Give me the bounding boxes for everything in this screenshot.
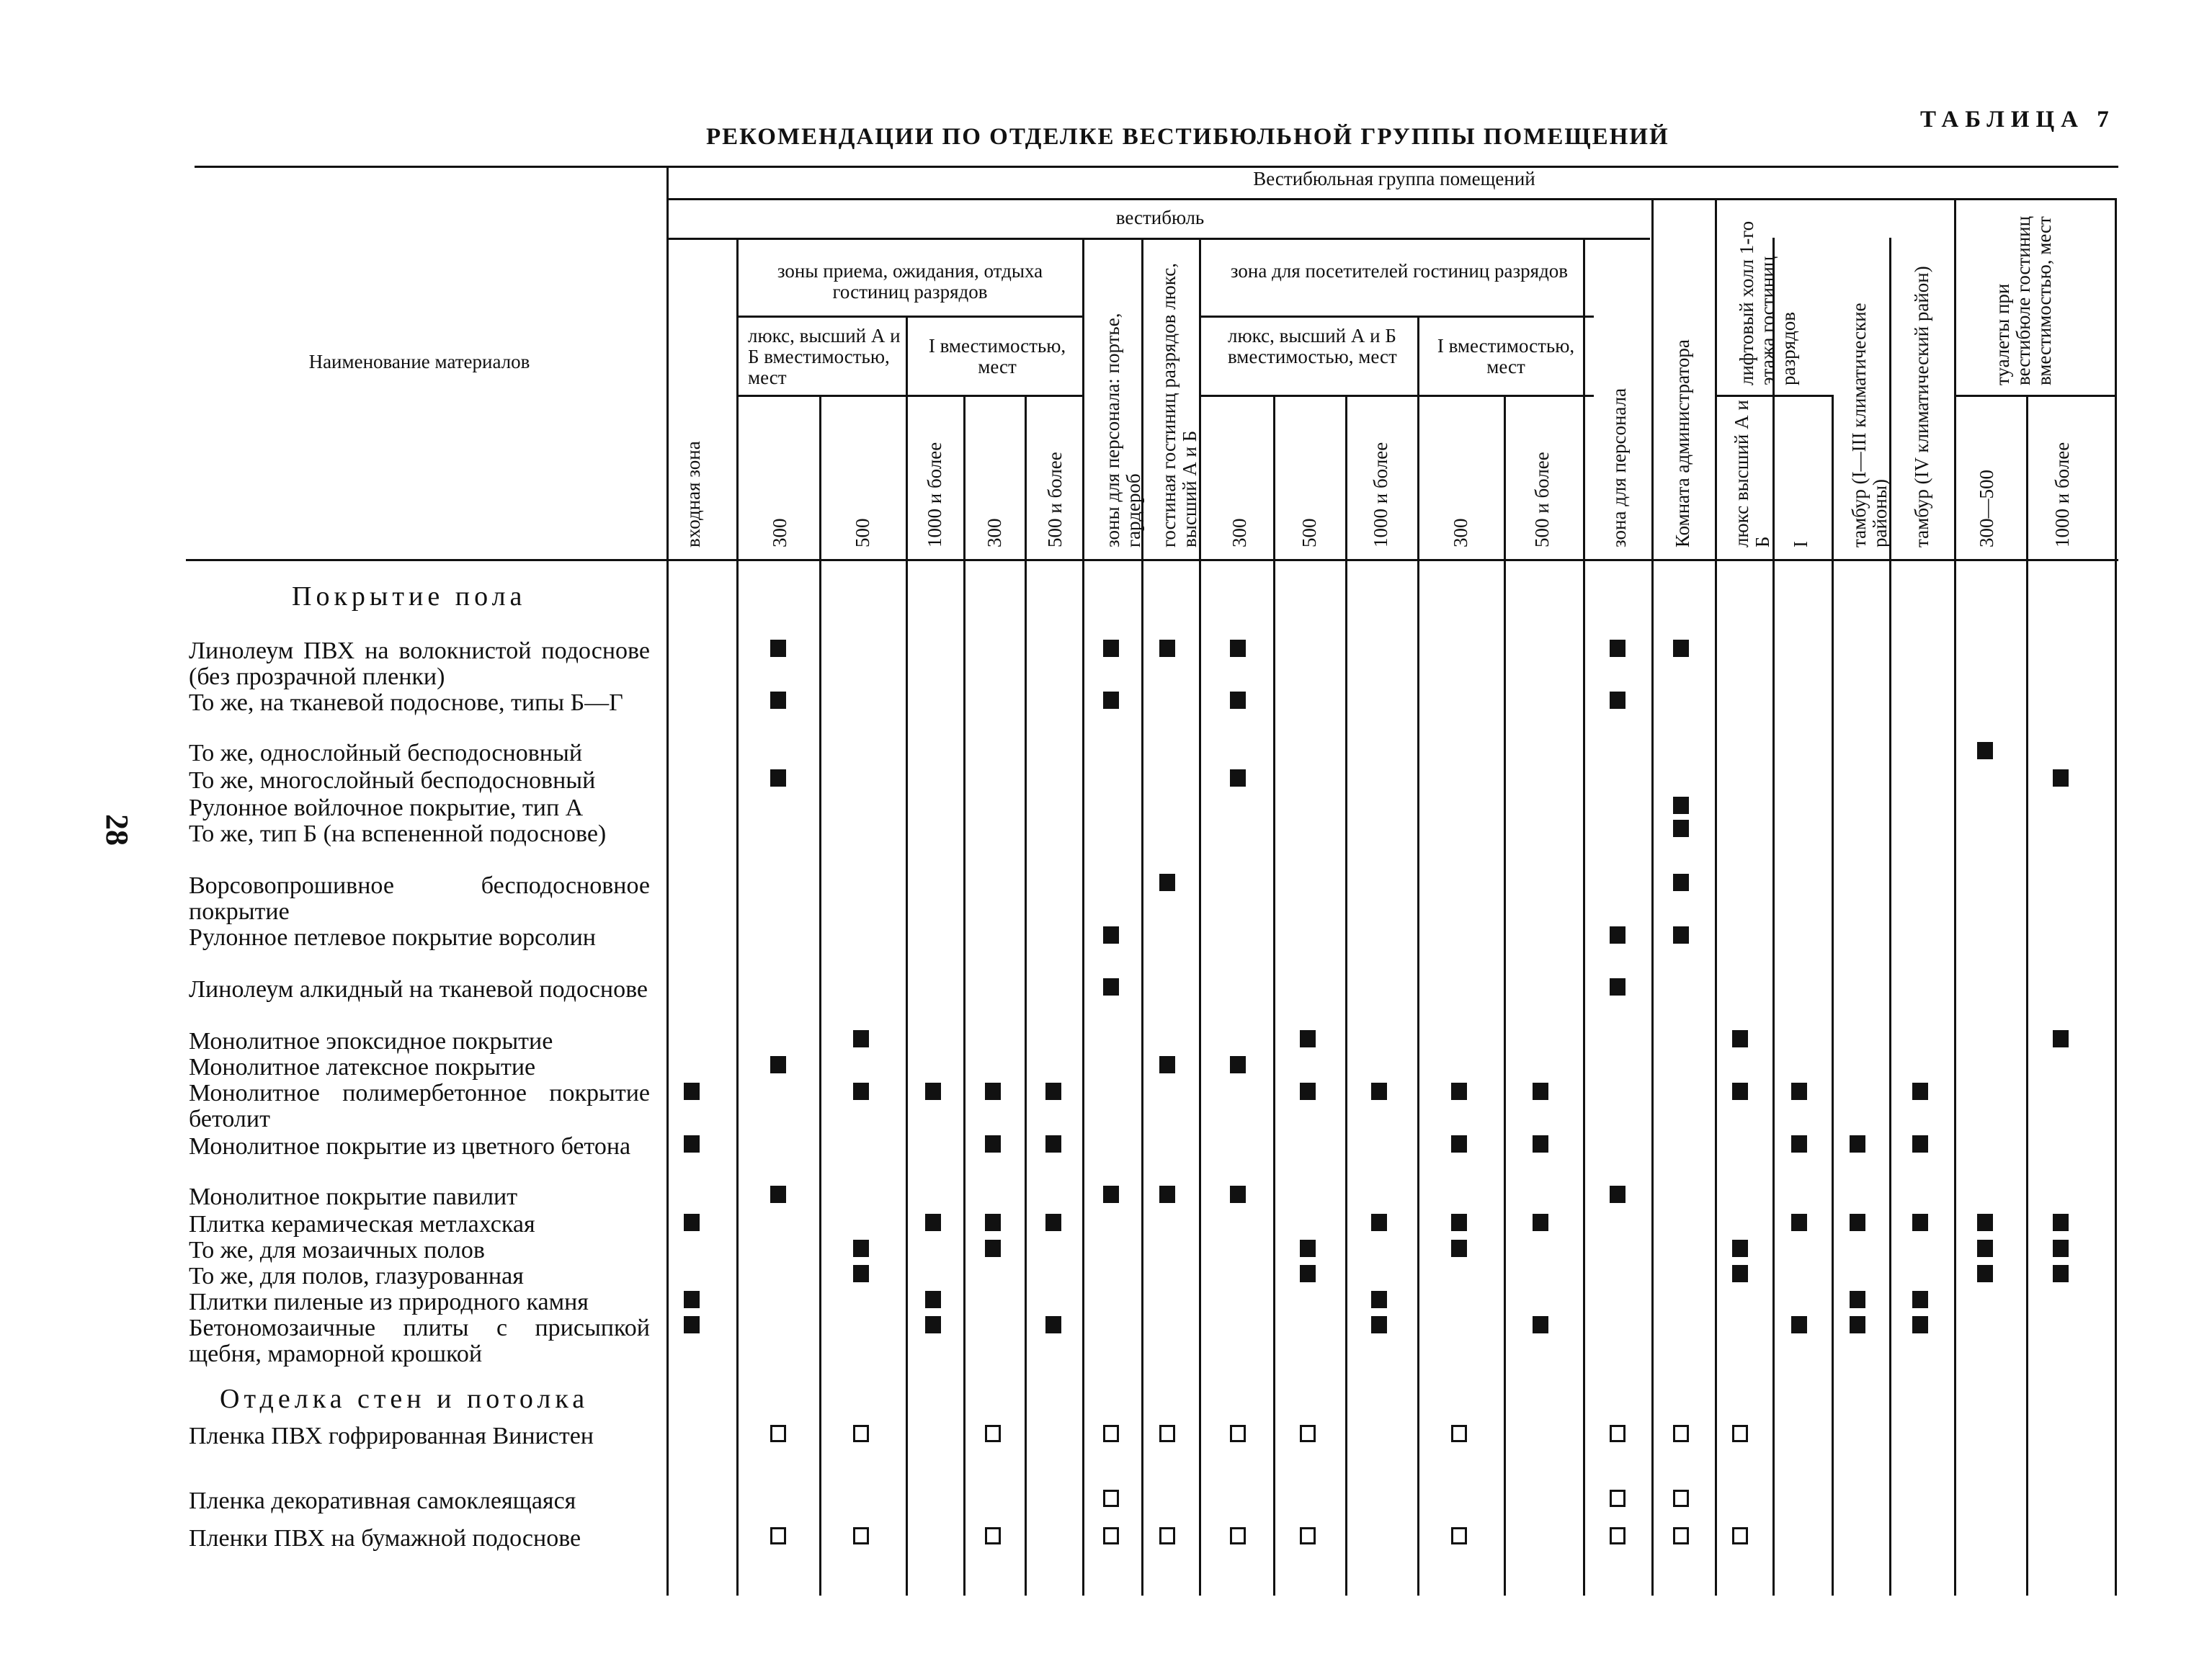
open-mark [1610, 1490, 1625, 1507]
column-header-21: 1000 и более [2051, 442, 2073, 547]
row-label: Плитка керамическая метлахская [189, 1211, 535, 1238]
filled-mark [1230, 1056, 1246, 1073]
filled-mark [1103, 692, 1119, 709]
filled-mark [1912, 1214, 1928, 1231]
rule-col-2 [819, 395, 821, 1596]
filled-mark [1610, 1186, 1625, 1203]
column-header-11: 1000 и более [1370, 442, 1391, 547]
column-header-14: зона для персонала [1608, 388, 1630, 547]
column-header-10: 500 [1298, 518, 1320, 547]
row-label: Рулонное петлевое покрытие ворсолин [189, 924, 596, 951]
column-header-9: 300 [1228, 518, 1250, 547]
filled-mark [684, 1316, 700, 1333]
open-mark [1230, 1425, 1246, 1442]
row-label: То же, тип Б (на вспененной подоснове) [189, 820, 607, 847]
open-mark [1610, 1425, 1625, 1442]
filled-mark [1610, 692, 1625, 709]
rule-toilets-sub [1954, 395, 2115, 397]
column-header-5: 300 [984, 518, 1005, 547]
open-mark [1230, 1527, 1246, 1544]
open-mark [1673, 1490, 1689, 1507]
open-mark [1451, 1425, 1467, 1442]
filled-mark [853, 1265, 869, 1282]
header-lift-hall: лифтовый холл 1-го этажа гостиниц разрядов [1736, 220, 1799, 385]
filled-mark [1912, 1135, 1928, 1153]
rule-reception [736, 316, 1082, 318]
filled-mark [1300, 1083, 1316, 1100]
filled-mark [1791, 1316, 1807, 1333]
open-mark [1451, 1527, 1467, 1544]
filled-mark [1103, 640, 1119, 657]
open-mark [1673, 1425, 1689, 1442]
header-vestibule: вестибюль [1115, 207, 1205, 228]
rule-col-11 [1417, 316, 1419, 1596]
header-first-a: I вместимостью, мест [928, 335, 1066, 377]
header-materials: Наименование материалов [308, 351, 530, 372]
row-label: Рулонное войлочное покрытие, тип А [189, 795, 584, 821]
column-header-20: 300—500 [1976, 470, 1997, 547]
filled-mark [2053, 1265, 2069, 1282]
section-floor: Покрытие пола [292, 581, 527, 612]
filled-mark [770, 692, 786, 709]
open-mark [1300, 1425, 1316, 1442]
header-visitors: зона для посетителей гостиниц разрядов [1230, 260, 1569, 282]
open-mark [1300, 1527, 1316, 1544]
filled-mark [684, 1291, 700, 1308]
column-header-12: 300 [1450, 518, 1471, 547]
filled-mark [1912, 1291, 1928, 1308]
filled-mark [1371, 1083, 1387, 1100]
open-mark [1103, 1425, 1119, 1442]
filled-mark [2053, 1030, 2069, 1047]
rule-col-12 [1504, 395, 1506, 1596]
rule-reception-sub [736, 395, 1082, 397]
row-label: Бетономозаичные плиты с присыпкой щебня, мраморной крошкой [189, 1315, 650, 1367]
row-label: Пленка декоративная самоклеящаяся [189, 1488, 576, 1514]
rule-col-0 [666, 166, 669, 1596]
filled-mark [1850, 1214, 1865, 1231]
rule-col-21 [2115, 198, 2117, 1596]
header-group: Вестибюльная группа помещений [1253, 168, 1535, 189]
rule-col-17 [1832, 395, 1834, 1596]
rule-col-16 [1772, 238, 1775, 1596]
filled-mark [1610, 978, 1625, 996]
table-number: ТАБЛИЦА 7 [1920, 107, 2115, 133]
column-header-4: 1000 и более [924, 442, 945, 547]
row-label: Монолитное эпоксидное покрытие [189, 1028, 553, 1055]
filled-mark [1300, 1030, 1316, 1047]
header-reception: зоны приема, ожидания, отдыха гостиниц разрядов [777, 260, 1043, 303]
open-mark [853, 1527, 869, 1544]
open-mark [1610, 1527, 1625, 1544]
filled-mark [1451, 1240, 1467, 1257]
rule-col-14 [1651, 198, 1654, 1596]
filled-mark [1533, 1316, 1548, 1333]
filled-mark [1732, 1083, 1748, 1100]
filled-mark [925, 1291, 941, 1308]
filled-mark [1045, 1083, 1061, 1100]
open-mark [1732, 1527, 1748, 1544]
rule-col-1 [736, 238, 739, 1596]
filled-mark [1230, 692, 1246, 709]
filled-mark [684, 1214, 700, 1231]
open-mark [1732, 1425, 1748, 1442]
column-header-17: I [1790, 541, 1811, 547]
filled-mark [1673, 797, 1689, 814]
column-header-15: Комната администратора [1672, 339, 1693, 547]
filled-mark [1230, 640, 1246, 657]
rule-col-9 [1273, 395, 1275, 1596]
open-mark [1673, 1527, 1689, 1544]
column-header-3: 500 [852, 518, 873, 547]
open-mark [985, 1527, 1001, 1544]
filled-mark [985, 1083, 1001, 1100]
header-lux-a: люкс, высший А и Б вместимостью, мест [748, 325, 901, 388]
filled-mark [2053, 1214, 2069, 1231]
open-mark [1103, 1527, 1119, 1544]
header-toilets: туалеты при вестибюле гостиниц вместимостью, мест [1992, 215, 2055, 385]
rule-visitors-sub [1199, 395, 1594, 397]
filled-mark [1610, 640, 1625, 657]
rule-col-10 [1345, 395, 1347, 1596]
filled-mark [1103, 1186, 1119, 1203]
rule-visitors [1199, 316, 1594, 318]
row-label: Пленки ПВХ на бумажной подоснове [189, 1525, 581, 1552]
filled-mark [1610, 926, 1625, 944]
rule-col-18 [1889, 238, 1891, 1596]
filled-mark [1977, 742, 1993, 759]
row-label: Линолеум ПВХ на волокнистой подоснове (без прозрачной пленки) [189, 638, 650, 690]
rule-col-6 [1082, 238, 1084, 1596]
rule-vestibule [666, 238, 1650, 240]
column-header-13: 500 и более [1531, 452, 1553, 547]
row-label: То же, для мозаичных полов [189, 1237, 485, 1264]
row-label: Монолитное латексное покрытие [189, 1054, 536, 1081]
filled-mark [1159, 640, 1175, 657]
filled-mark [770, 1186, 786, 1203]
rule-group [666, 198, 2115, 200]
filled-mark [684, 1083, 700, 1100]
filled-mark [1371, 1214, 1387, 1231]
filled-mark [1673, 820, 1689, 837]
filled-mark [1451, 1214, 1467, 1231]
filled-mark [1850, 1291, 1865, 1308]
filled-mark [1912, 1316, 1928, 1333]
column-header-2: 300 [769, 518, 790, 547]
row-label: Ворсовопрошивное бесподосновное покрытие [189, 872, 650, 925]
rule-col-15 [1715, 198, 1717, 1596]
rule-col-20 [2026, 395, 2028, 1596]
section-walls: Отделка стен и потолка [220, 1384, 589, 1414]
filled-mark [853, 1030, 869, 1047]
filled-mark [1533, 1214, 1548, 1231]
row-label: Монолитное покрытие из цветного бетона [189, 1133, 631, 1160]
page-number: 28 [99, 814, 135, 846]
row-label: Монолитное полимербетонное покрытие бетолит [189, 1080, 650, 1132]
column-header-19: тамбур (IV климатический район) [1911, 266, 1932, 547]
rule-col-4 [963, 395, 965, 1596]
filled-mark [985, 1240, 1001, 1257]
filled-mark [985, 1214, 1001, 1231]
rule-col-3 [906, 316, 908, 1596]
open-mark [770, 1425, 786, 1442]
filled-mark [2053, 769, 2069, 787]
table-title: РЕКОМЕНДАЦИИ ПО ОТДЕЛКЕ ВЕСТИБЮЛЬНОЙ ГРУППЫ ПОМЕЩЕНИЙ [706, 124, 1669, 150]
filled-mark [770, 1056, 786, 1073]
filled-mark [925, 1083, 941, 1100]
row-label: Плитки пиленые из природного камня [189, 1289, 589, 1315]
row-label: Линолеум алкидный на тканевой подоснове [189, 976, 648, 1003]
open-mark [985, 1425, 1001, 1442]
filled-mark [1300, 1240, 1316, 1257]
filled-mark [1791, 1214, 1807, 1231]
open-mark [1159, 1527, 1175, 1544]
row-label: То же, однослойный бесподосновный [189, 740, 583, 766]
rule-col-8 [1199, 238, 1201, 1596]
filled-mark [1045, 1135, 1061, 1153]
filled-mark [1732, 1265, 1748, 1282]
filled-mark [1850, 1135, 1865, 1153]
filled-mark [1850, 1316, 1865, 1333]
filled-mark [985, 1135, 1001, 1153]
filled-mark [853, 1240, 869, 1257]
filled-mark [770, 769, 786, 787]
filled-mark [1045, 1214, 1061, 1231]
column-header-7: зоны для персонала: портье, гардероб [1102, 313, 1144, 547]
column-header-16: люкс высший А и Б [1731, 400, 1773, 547]
filled-mark [2053, 1240, 2069, 1257]
rule-col-13 [1583, 238, 1585, 1596]
filled-mark [1230, 1186, 1246, 1203]
column-header-8: гостиная гостиниц разрядов люкс, высший А и Б [1158, 263, 1200, 547]
rule-top [195, 166, 2118, 168]
filled-mark [1045, 1316, 1061, 1333]
filled-mark [1732, 1030, 1748, 1047]
filled-mark [1912, 1083, 1928, 1100]
filled-mark [1159, 874, 1175, 891]
row-label: Монолитное покрытие павилит [189, 1184, 518, 1210]
filled-mark [1977, 1214, 1993, 1231]
row-label: Пленка ПВХ гофрированная Винистен [189, 1423, 594, 1449]
rule-col-19 [1954, 198, 1956, 1596]
filled-mark [1673, 926, 1689, 944]
filled-mark [1159, 1186, 1175, 1203]
filled-mark [1371, 1316, 1387, 1333]
rule-header-bottom [186, 559, 2118, 561]
filled-mark [1159, 1056, 1175, 1073]
row-label: То же, на тканевой подоснове, типы Б—Г [189, 689, 623, 716]
header-first-b: I вместимостью, мест [1437, 335, 1575, 377]
filled-mark [1791, 1083, 1807, 1100]
column-header-1: входная зона [682, 441, 704, 547]
filled-mark [925, 1316, 941, 1333]
filled-mark [1103, 978, 1119, 996]
filled-mark [1371, 1291, 1387, 1308]
rule-col-7 [1141, 238, 1143, 1596]
rule-col-5 [1025, 395, 1027, 1596]
filled-mark [1673, 640, 1689, 657]
open-mark [853, 1425, 869, 1442]
row-label: То же, для полов, глазурованная [189, 1263, 524, 1289]
filled-mark [1451, 1083, 1467, 1100]
filled-mark [1791, 1135, 1807, 1153]
open-mark [1159, 1425, 1175, 1442]
filled-mark [1230, 769, 1246, 787]
filled-mark [1673, 874, 1689, 891]
row-label: То же, многослойный бесподосновный [189, 767, 596, 794]
filled-mark [1533, 1083, 1548, 1100]
filled-mark [770, 640, 786, 657]
filled-mark [925, 1214, 941, 1231]
filled-mark [1103, 926, 1119, 944]
header-lux-b: люкс, высший А и Б вместимостью, мест [1228, 325, 1397, 367]
column-header-6: 500 и более [1044, 452, 1066, 547]
column-header-18: тамбур (I—III климатические районы) [1848, 303, 1891, 547]
filled-mark [1533, 1135, 1548, 1153]
open-mark [1103, 1490, 1119, 1507]
filled-mark [684, 1135, 700, 1153]
open-mark [770, 1527, 786, 1544]
filled-mark [1977, 1240, 1993, 1257]
filled-mark [1977, 1265, 1993, 1282]
filled-mark [1451, 1135, 1467, 1153]
filled-mark [1732, 1240, 1748, 1257]
filled-mark [853, 1083, 869, 1100]
filled-mark [1300, 1265, 1316, 1282]
